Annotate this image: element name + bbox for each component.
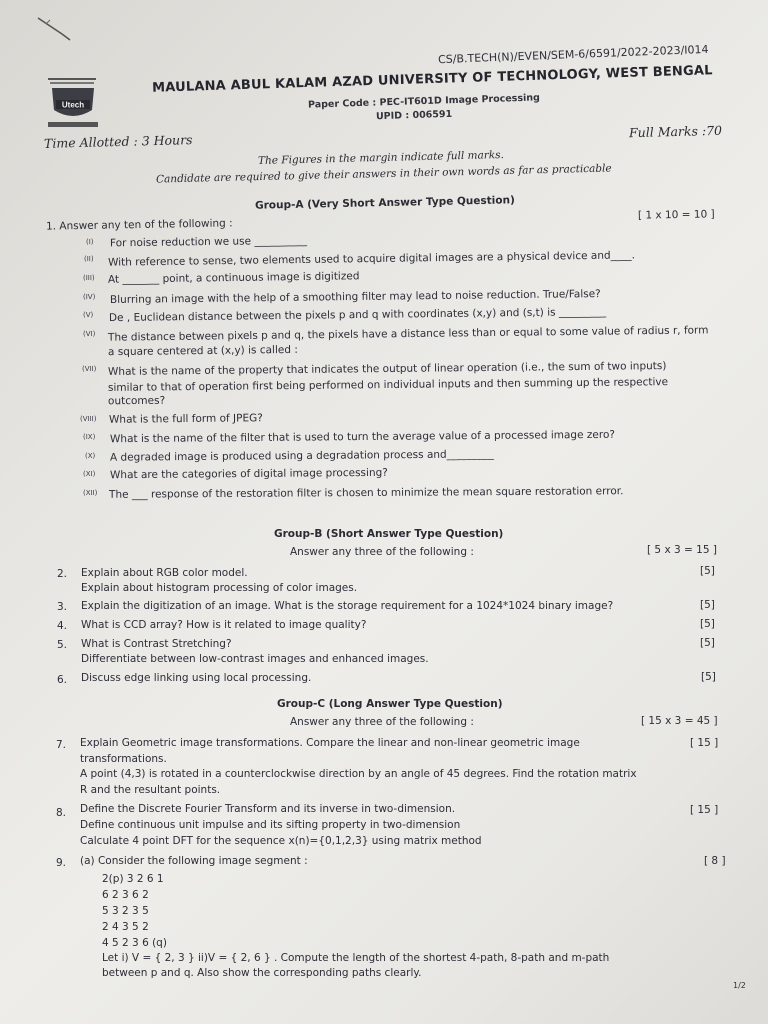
group-c-marks: [ 15 x 3 = 45 ] [641, 715, 718, 727]
university-name: MAULANA ABUL KALAM AZAD UNIVERSITY OF TECHNOLOGY, WEST BENGAL [151, 63, 713, 96]
question-number: 4. [57, 620, 68, 632]
question-text: What is Contrast Stretching? [81, 638, 232, 650]
question-text-continued: outcomes? [107, 394, 166, 408]
group-a-marks: [ 1 x 10 = 10 ] [637, 208, 715, 222]
question-text-continued: a square centered at (x,y) is called : [107, 343, 298, 359]
question-number: (XI) [83, 470, 96, 478]
question-text: What is the name of the property that indicates the output of linear operation (i.e., the sum of two inputs) [107, 360, 667, 378]
question-text: (a) Consider the following image segment : [80, 855, 308, 867]
question-text-continued: Define continuous unit impulse and its sifting property in two-dimension [80, 819, 461, 831]
question-number: (VIII) [80, 415, 97, 423]
question-number: (IV) [83, 293, 96, 301]
question-text: A degraded image is produced using a degradation process and_________ [109, 448, 494, 464]
note-margin-marks: The Figures in the margin indicate full marks. [257, 148, 505, 168]
question-text: With reference to sense, two elements used to acquire digital images are a physical device and____. [107, 249, 636, 269]
question-number: 2. [57, 568, 68, 580]
question-text: Explain Geometric image transformations. Compare the linear and non-linear geometric image [80, 737, 580, 749]
question-number: (VII) [82, 365, 97, 373]
question-text-continued: R and the resultant points. [80, 784, 221, 796]
group-b-instruction: Answer any three of the following : [290, 546, 474, 558]
question-marks: [5] [701, 671, 716, 683]
group-c-instruction: Answer any three of the following : [290, 716, 474, 728]
question-number: (XII) [83, 489, 98, 497]
question-text: What is the name of the filter that is used to turn the average value of a processed image zero? [109, 428, 615, 446]
question-number: 7. [56, 739, 67, 751]
matrix-row: 2 4 3 5 2 [102, 921, 149, 933]
question-text: At _______ point, a continuous image is digitized [107, 270, 360, 286]
full-marks: Full Marks :70 [628, 122, 723, 141]
question-text-continued: Differentiate between low-contrast images and enhanced images. [81, 653, 429, 665]
group-a-instruction: 1. Answer any ten of the following : [45, 217, 233, 233]
question-number: 5. [57, 639, 68, 651]
paper-code: Paper Code : PEC-IT601D Image Processing [307, 92, 541, 111]
question-number: (III) [83, 274, 95, 282]
question-text: Explain the digitization of an image. What is the storage requirement for a 1024*1024 binary image? [81, 600, 614, 612]
group-c-title: Group-C (Long Answer Type Question) [277, 698, 503, 710]
note-own-words: Candidate are required to give their answers in their own words as far as practicable [155, 162, 612, 186]
matrix-row: 5 3 2 3 5 [102, 905, 149, 917]
matrix-row: 6 2 3 6 2 [102, 889, 149, 901]
question-text: Blurring an image with the help of a smoothing filter may lead to noise reduction. True/False? [109, 288, 601, 306]
group-b-marks: [ 5 x 3 = 15 ] [647, 544, 717, 556]
university-logo-icon [44, 76, 102, 134]
question-number: 8. [56, 807, 67, 819]
question-text: What are the categories of digital image processing? [109, 466, 388, 482]
question-text: Explain about RGB color model. [81, 567, 248, 579]
question-number: 3. [57, 601, 68, 613]
question-text: For noise reduction we use __________ [109, 234, 307, 250]
question-text: What is the full form of JPEG? [108, 412, 263, 426]
matrix-row: 2(p) 3 2 6 1 [102, 873, 164, 885]
pen-mark-icon [36, 14, 86, 48]
question-text: What is CCD array? How is it related to image quality? [81, 619, 367, 631]
question-number: 9. [56, 857, 67, 869]
question-text-continued: between p and q. Also show the corresponding paths clearly. [102, 967, 422, 979]
question-marks: [ 15 ] [690, 804, 719, 816]
question-text-continued: Calculate 4 point DFT for the sequence x(n)={0,1,2,3} using matrix method [80, 835, 482, 847]
question-marks: [ 8 ] [704, 855, 726, 867]
question-marks: [5] [700, 565, 715, 577]
question-number: (II) [84, 255, 94, 263]
page-number: 1/2 [733, 981, 746, 990]
question-number: (VI) [83, 330, 96, 338]
upid: UPID : 006591 [375, 108, 453, 123]
question-text-continued: transformations. [80, 753, 167, 765]
group-a-title: Group-A (Very Short Answer Type Question) [254, 194, 515, 212]
question-text-continued: similar to that of operation first being performed on individual inputs and then summing up the respective [107, 376, 669, 394]
question-marks: [5] [700, 599, 715, 611]
question-text: The distance between pixels p and q, the pixels have a distance less than or equal to some value of radius r, form [107, 324, 709, 344]
time-allotted: Time Allotted : 3 Hours [43, 132, 193, 151]
question-text: Discuss edge linking using local processing. [81, 672, 312, 684]
question-number: (IX) [83, 433, 96, 441]
question-number: 6. [57, 674, 68, 686]
question-number: (X) [85, 452, 96, 460]
question-text: The ___ response of the restoration filter is chosen to minimize the mean square restoration error. [108, 485, 624, 501]
question-text-continued: Let i) V = { 2, 3 } ii)V = { 2, 6 } . Compute the length of the shortest 4-path, 8-path and m-path [102, 952, 610, 964]
question-text: Define the Discrete Fourier Transform and its inverse in two-dimension. [80, 803, 456, 815]
logo-text: Utech [61, 100, 85, 110]
question-number: (I) [86, 238, 94, 246]
question-marks: [5] [700, 637, 715, 649]
paper-code-header: CS/B.TECH(N)/EVEN/SEM-6/6591/2022-2023/I014 [437, 42, 709, 67]
group-b-title: Group-B (Short Answer Type Question) [274, 528, 504, 540]
question-text-continued: Explain about histogram processing of color images. [81, 582, 358, 594]
question-marks: [ 15 ] [690, 737, 719, 749]
question-number: (V) [83, 311, 94, 319]
question-text-continued: A point (4,3) is rotated in a counterclockwise direction by an angle of 45 degrees. Find the rotation matrix [80, 768, 637, 780]
question-marks: [5] [700, 618, 715, 630]
question-text: De , Euclidean distance between the pixels p and q with coordinates (x,y) and (s,t) is _________ [108, 305, 607, 325]
matrix-row: 4 5 2 3 6 (q) [102, 937, 167, 949]
